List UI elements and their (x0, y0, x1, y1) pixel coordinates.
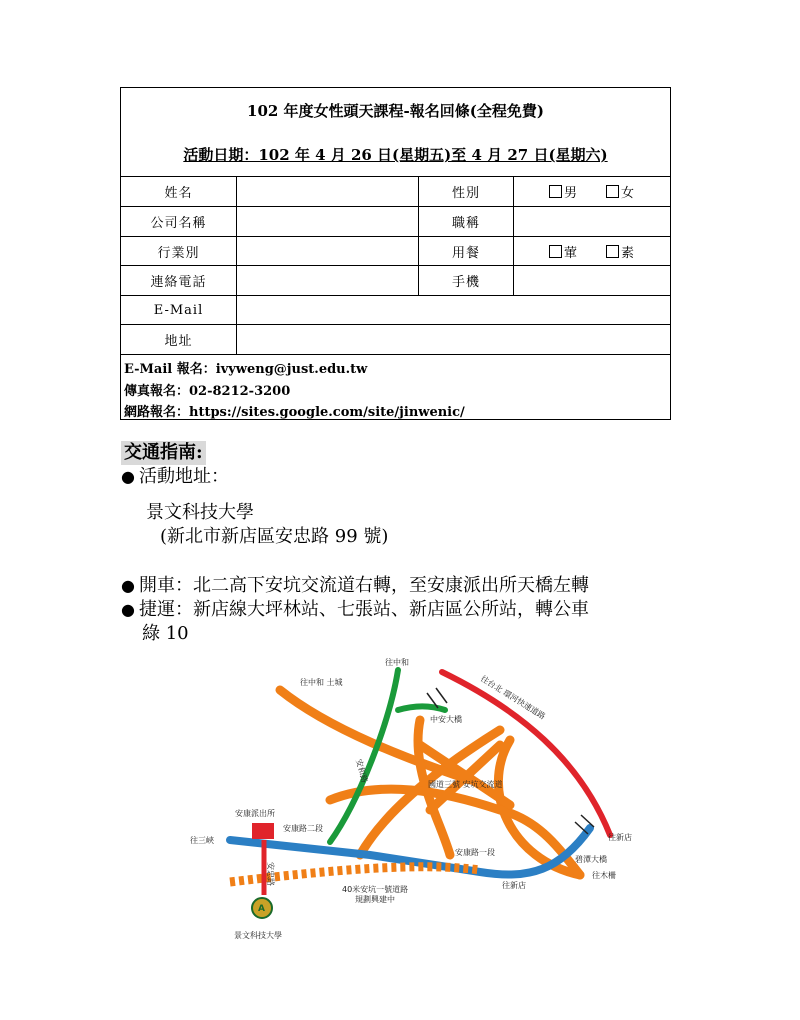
meal-veg-label: 素 (621, 245, 636, 261)
event-date: 活動日期：102 年 4 月 26 日(星期五)至 4 月 27 日(星期六) (183, 146, 608, 164)
school-address: (新北市新店區安忠路 99 號) (160, 526, 389, 547)
label-to-sanxia: 往三峽 (190, 836, 214, 845)
meal-meat-checkbox[interactable] (549, 242, 578, 261)
gender-options (513, 177, 670, 206)
name-field[interactable] (236, 177, 418, 206)
label-to-xindian-right: 往新店 (608, 833, 632, 842)
label-anzhong-road: 安忠路 (266, 862, 275, 886)
checkbox-square-icon (606, 185, 619, 198)
zhongan-bridge-tick-2 (436, 688, 447, 703)
checkbox-square-icon (606, 245, 619, 258)
row-address (121, 324, 670, 354)
form-title: 102 年度女性頭天課程-報名回條(全程免費) (247, 102, 544, 120)
industry-field[interactable] (236, 237, 418, 265)
bullet-icon: ● (121, 576, 135, 595)
industry-label: 行業別 (157, 245, 200, 261)
label-ankang-rd-sec2: 安康路二段 (283, 824, 323, 833)
gender-label: 性別 (418, 177, 513, 206)
gender-female-checkbox[interactable] (606, 182, 635, 201)
gender-female-label: 女 (621, 186, 636, 201)
gender-male-label: 男 (563, 186, 578, 201)
label-to-muzha: 往木柵 (592, 871, 616, 880)
phone-label: 連絡電話 (150, 275, 207, 290)
label-zhongan-bridge: 中安大橋 (430, 715, 462, 724)
email-label: E-Mail (153, 302, 204, 318)
label-police: 安康派出所 (235, 809, 275, 818)
bullet-icon: ● (121, 467, 135, 486)
address-item (121, 465, 229, 489)
mrt-directions-cont: 綠 10 (142, 623, 189, 644)
drive-text: 開車：北二高下安坑交流道右轉，至安康派出所天橋左轉 (138, 575, 589, 596)
label-to-taipei-expressway: 往台北 環河快速道路 (478, 674, 547, 722)
name-label: 姓名 (164, 186, 193, 201)
label-ankang-rd-sec1: 安康路一段 (455, 848, 495, 857)
row-name (121, 176, 670, 206)
company-field[interactable] (236, 207, 418, 236)
label-to-zhonghe: 往中和 (385, 658, 409, 667)
label-road-40m: 40米安坑一號道路 (342, 885, 409, 894)
job-title-label: 職稱 (418, 207, 513, 236)
mrt-directions (121, 598, 589, 622)
address-label: 地址 (164, 334, 193, 349)
label-to-xindian-bottom: 往新店 (502, 881, 526, 890)
meal-meat-label: 葷 (563, 245, 578, 261)
company-label: 公司名稱 (150, 216, 207, 231)
address-item-label: 活動地址： (138, 466, 229, 487)
mrt-text: 捷運：新店線大坪林站、七張站、新店區公所站，轉公車 (138, 599, 589, 620)
contact-email[interactable]: E-Mail 報名：ivyweng@just.edu.tw (124, 362, 368, 377)
drive-directions (121, 574, 589, 598)
school-logo-glyph: A (258, 904, 265, 914)
meal-label: 用餐 (418, 237, 513, 265)
route-map (180, 650, 650, 950)
row-phone (121, 265, 670, 295)
label-anhe-road: 安和路 (354, 758, 369, 784)
row-email (121, 295, 670, 324)
row-company (121, 206, 670, 236)
phone-field[interactable] (236, 266, 418, 295)
label-under-construction: 規劃興建中 (355, 895, 395, 904)
school-name: 景文科技大學 (146, 502, 254, 523)
meal-options (513, 237, 670, 265)
email-field[interactable] (236, 296, 670, 324)
label-to-zhonghe-tucheng: 往中和 土城 (300, 678, 343, 687)
label-interchange: 國道三號 安坑交流道 (428, 780, 503, 789)
checkbox-square-icon (549, 245, 562, 258)
contact-fax: 傳真報名：02-8212-3200 (124, 384, 291, 399)
registration-form (120, 87, 671, 420)
contact-web[interactable]: 網路報名：https://sites.google.com/site/jinwenic/ (124, 405, 465, 420)
row-industry (121, 236, 670, 265)
mobile-field[interactable] (513, 266, 670, 295)
contact-block (121, 354, 670, 419)
transport-heading: 交通指南: (121, 441, 206, 465)
form-header (121, 88, 670, 177)
checkbox-square-icon (549, 185, 562, 198)
police-station-icon (252, 823, 274, 839)
label-bitan-bridge: 碧潭大橋 (575, 855, 607, 864)
job-title-field[interactable] (513, 207, 670, 236)
meal-veg-checkbox[interactable] (606, 242, 635, 261)
bullet-icon: ● (121, 600, 135, 619)
label-school: 景文科技大學 (234, 931, 282, 940)
gender-male-checkbox[interactable] (549, 182, 578, 201)
address-field[interactable] (236, 325, 670, 354)
mobile-label: 手機 (418, 266, 513, 295)
